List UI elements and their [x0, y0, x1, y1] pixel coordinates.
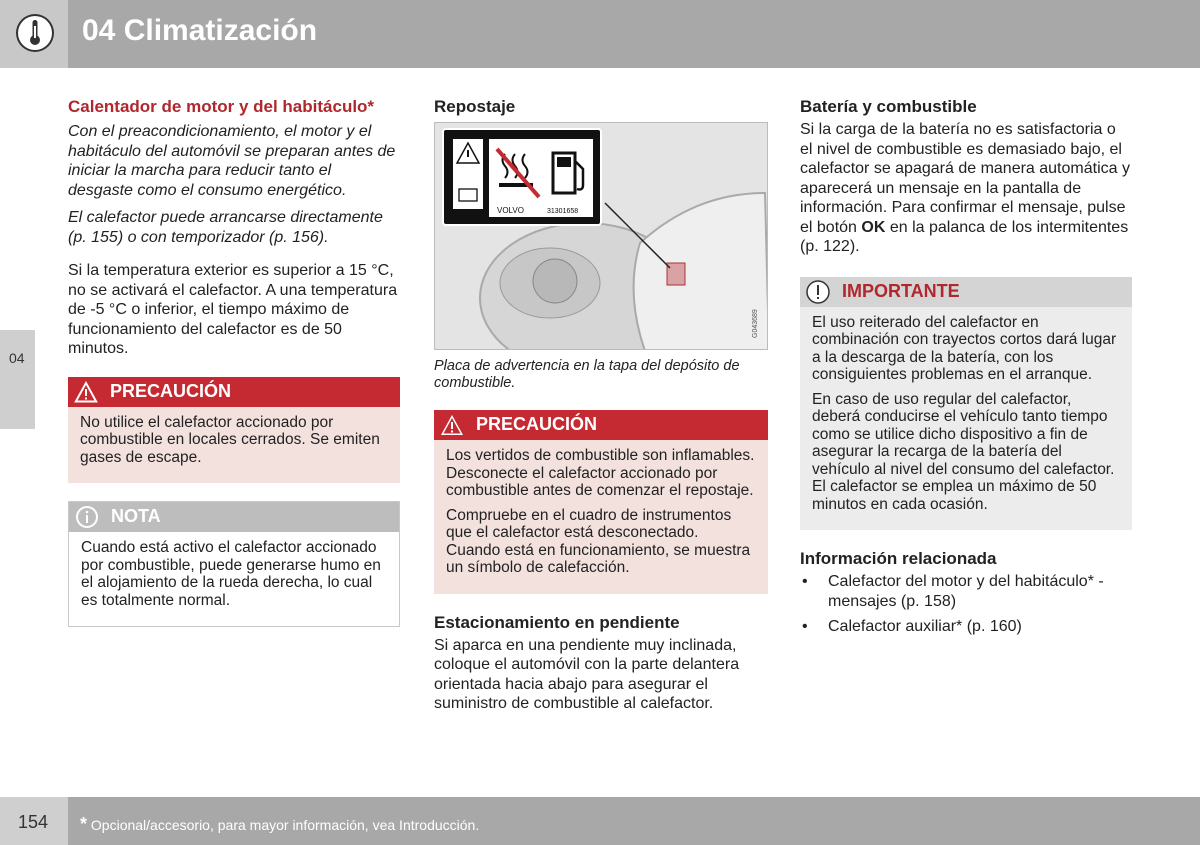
warning-label: PRECAUCIÓN	[110, 380, 232, 401]
page-number: 154	[18, 812, 49, 832]
thermometer-icon	[14, 12, 56, 54]
section-heading-related: Información relacionada	[800, 549, 997, 568]
warning-box-header	[68, 377, 400, 407]
temperature-paragraph: Si la temperatura exterior es superior a 15 °C, no se activará el calefactor. A una temperatura de -5 °C o inferior, el tiempo máximo de funcionamiento del calefactor es de 50 minutos.	[68, 262, 398, 357]
chapter-title: 04 Climatización	[82, 14, 318, 47]
refuel-warning-body	[434, 440, 768, 594]
important-box	[800, 277, 1132, 531]
refuel-warning-text-2: Compruebe en el cuadro de instrumentos que el calefactor está desconectado. Cuando está en funcionamiento, se muestra un símbolo de calefacción.	[446, 506, 751, 576]
refuel-warning-header	[434, 410, 768, 440]
image-id-text: G043689	[752, 309, 759, 338]
related-item[interactable]: • Calefactor auxiliar* (p. 160)	[800, 617, 1132, 637]
refuel-warning-text-1: Los vertidos de combustible son inflamables. Desconecte el calefactor accionado por combustible antes de comenzar el repostaje.	[446, 447, 755, 499]
note-text: Cuando está activo el calefactor accionado por combustible, puede generarse humo en el alojamiento de la rueda derecha, lo cual es totalmente normal.	[81, 539, 381, 609]
warning-body	[68, 407, 400, 484]
section-heading-battery: Batería y combustible	[800, 97, 977, 116]
slope-text: Si aparca en una pendiente muy inclinada, coloque el automóvil con la parte delantera orientada hacia abajo para asegurar el suministro de combustible al calefactor.	[434, 636, 740, 712]
label-code-text: 31301658	[547, 208, 579, 215]
ok-button-text: OK	[861, 218, 886, 236]
refuel-warning-box	[434, 410, 768, 594]
refuel-warning-label: PRECAUCIÓN	[476, 414, 598, 434]
section-heading-refuel: Repostaje	[434, 97, 516, 116]
chapter-side-tab	[0, 330, 35, 429]
column-2	[434, 96, 768, 722]
note-box	[68, 501, 400, 627]
header-icon-box	[0, 0, 68, 68]
battery-text-before-ok: Si la carga de la batería no es satisfactoria o el nivel de combustible es demasiado bajo, el calefactor se apagará de manera automática y aparecerá un mensaje en la pantalla de información. Para confirmar el mensaje, pulse el botón	[800, 121, 1130, 236]
column-3	[800, 96, 1132, 643]
footnote-star: *	[80, 814, 88, 834]
note-body	[69, 532, 399, 626]
page-number-box	[0, 797, 68, 845]
important-body	[800, 307, 1132, 531]
intro-italic-1: Con el preacondicionamiento, el motor y el habitáculo del automóvil se preparan antes de iniciar la marcha para reducir tanto el desgaste como el consumo energético.	[68, 123, 396, 199]
column-1	[68, 96, 400, 627]
related-item[interactable]: • Calefactor del motor y del habitáculo* - mensajes (p. 158)	[800, 572, 1132, 611]
side-tab-label: 04	[9, 350, 25, 366]
page-header	[0, 0, 1200, 68]
fuel-cap-illustration	[435, 123, 768, 350]
footnote	[80, 814, 479, 835]
note-label: NOTA	[111, 506, 161, 526]
related-list	[800, 572, 1132, 637]
important-label: IMPORTANTE	[842, 280, 960, 301]
label-brand-text: VOLVO	[497, 206, 524, 215]
important-text-1: El uso reiterado del calefactor en combinación con trayectos cortos dará lugar a la descarga de la batería, con los consiguientes problemas en el arranque.	[812, 313, 1117, 383]
battery-text-after-ok: en la palanca de los intermitentes (p. 122).	[800, 218, 1129, 255]
important-text-2: En caso de uso regular del calefactor, deberá conducirse el vehículo tanto tiempo como se utilice dicho dispositivo a fin de asegurar la recarga de la batería del vehículo al nivel del consumo del calefactor. El calefactor se emplea un máximo de 50 minutos en cada ocasión.	[812, 390, 1115, 513]
warning-text: No utilice el calefactor accionado por combustible en locales cerrados. Se emiten gases de escape.	[80, 413, 380, 466]
footnote-text: Opcional/accesorio, para mayor información, vea Introducción.	[87, 817, 480, 833]
battery-text	[800, 120, 1132, 257]
warning-triangle-icon	[74, 380, 98, 404]
warning-box	[68, 377, 400, 484]
fuel-cap-figure	[434, 122, 768, 350]
note-box-header	[69, 502, 399, 532]
exclamation-icon	[806, 280, 830, 304]
figure-caption: Placa de advertencia en la tapa del depósito de combustible.	[434, 358, 740, 391]
section-heading-heater: Calentador de motor y del habitáculo*	[68, 97, 375, 116]
intro-italic-2: El calefactor puede arrancarse directamente (p. 155) o con temporizador (p. 156).	[68, 209, 383, 246]
important-box-header	[800, 277, 1132, 307]
page-footer	[0, 797, 1200, 845]
section-heading-slope: Estacionamiento en pendiente	[434, 612, 680, 632]
warning-triangle-icon	[440, 413, 464, 437]
info-icon	[75, 505, 99, 529]
